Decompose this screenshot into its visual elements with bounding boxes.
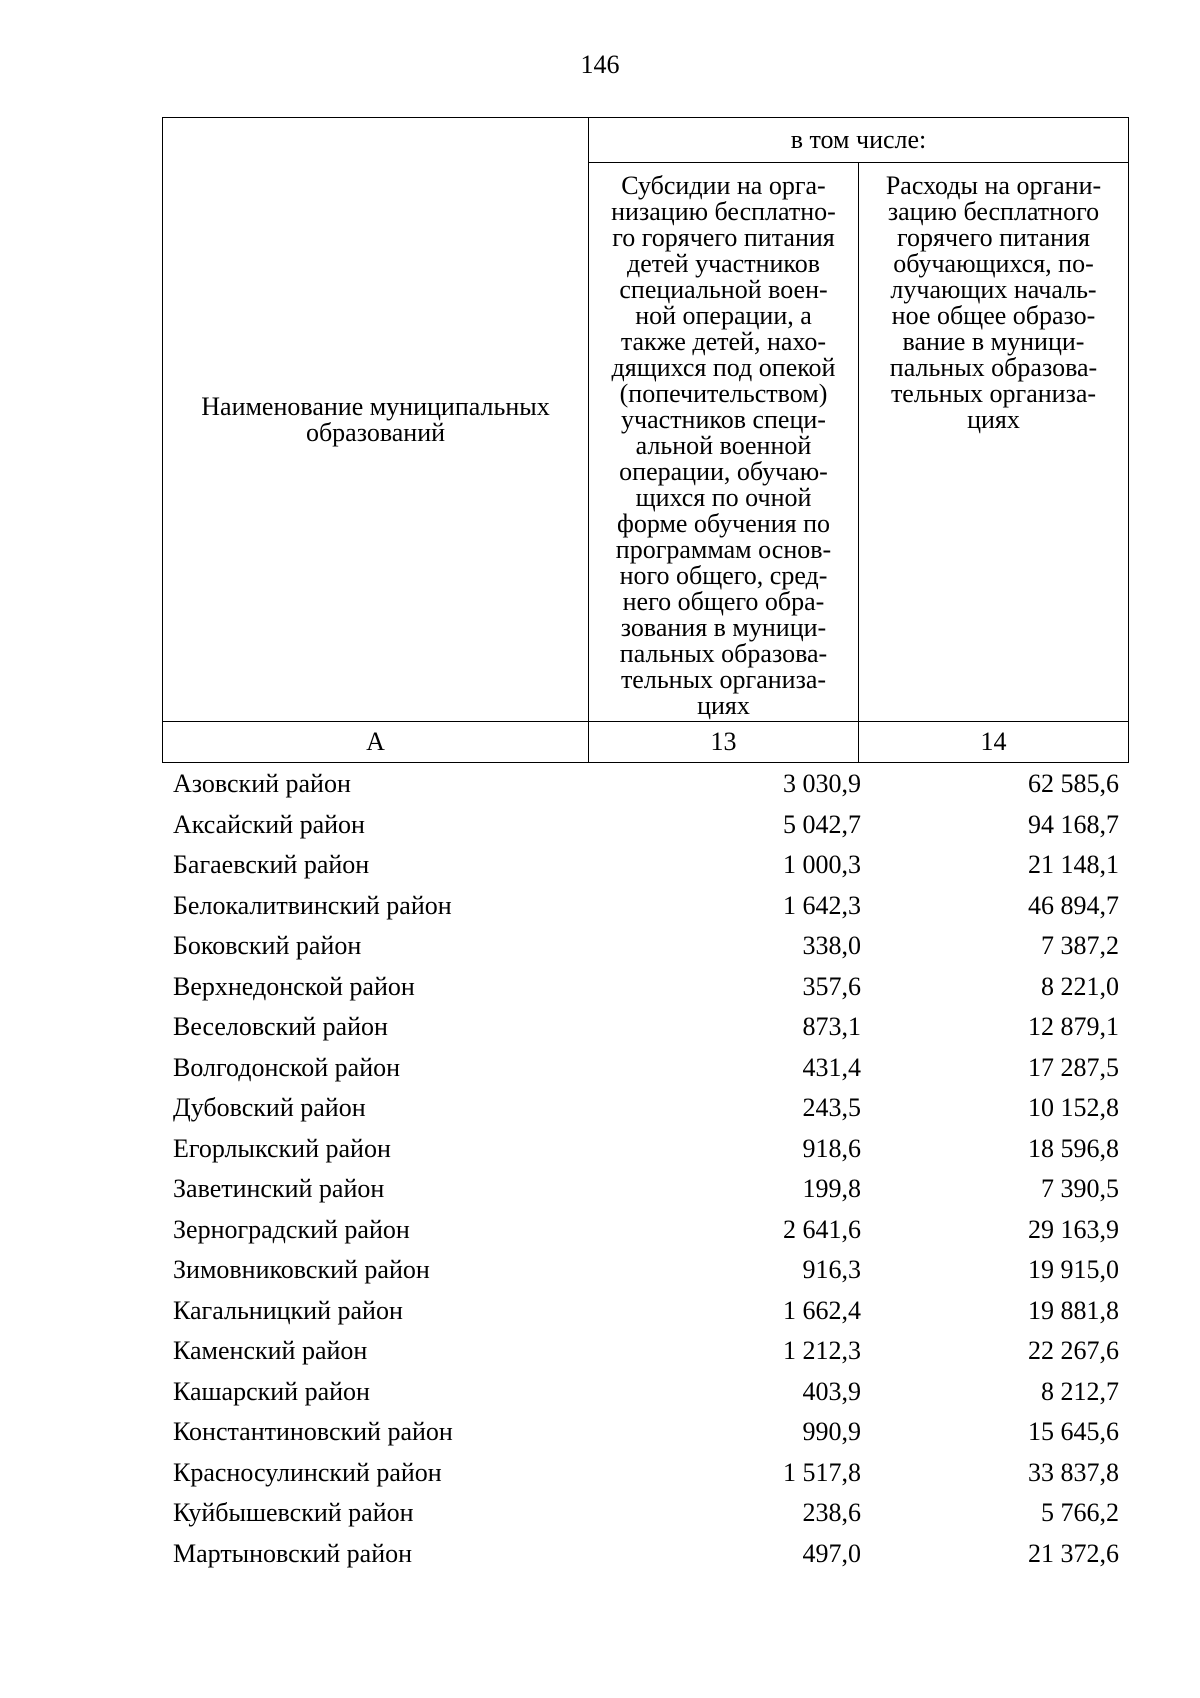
row-value-14: 5 766,2	[1041, 1498, 1119, 1528]
row-name: Азовский район	[173, 769, 351, 799]
row-name: Веселовский район	[173, 1012, 388, 1042]
row-name: Зимовниковский район	[173, 1255, 430, 1285]
row-name: Кашарский район	[173, 1376, 370, 1406]
row-value-13: 1 000,3	[783, 850, 861, 880]
row-value-13: 1 662,4	[783, 1295, 861, 1325]
row-value-14: 10 152,8	[1028, 1093, 1119, 1123]
row-name: Кагальницкий район	[173, 1295, 403, 1325]
row-value-14: 18 596,8	[1028, 1133, 1119, 1163]
table-row	[162, 926, 1129, 967]
table-row	[162, 1210, 1129, 1251]
row-value-13: 918,6	[802, 1133, 861, 1163]
row-value-13: 238,6	[802, 1498, 861, 1528]
table-row	[162, 805, 1129, 846]
table-row	[162, 967, 1129, 1008]
row-name: Куйбышевский район	[173, 1498, 414, 1528]
row-name: Верхнедонской район	[173, 971, 415, 1001]
table-row	[162, 1412, 1129, 1453]
table-row	[162, 1250, 1129, 1291]
row-name: Красносулинский район	[173, 1457, 442, 1487]
row-value-14: 17 287,5	[1028, 1052, 1119, 1082]
row-value-14: 94 168,7	[1028, 809, 1119, 839]
row-value-13: 1 212,3	[783, 1336, 861, 1366]
data-table	[162, 764, 1129, 1574]
row-value-13: 357,6	[802, 971, 861, 1001]
row-value-13: 431,4	[802, 1052, 861, 1082]
table-row	[162, 1453, 1129, 1494]
table-row	[162, 1007, 1129, 1048]
row-value-14: 62 585,6	[1028, 769, 1119, 799]
row-value-14: 19 881,8	[1028, 1295, 1119, 1325]
header-col13-description	[589, 163, 859, 722]
header-name-column: Наименование муниципальных образований	[163, 118, 589, 722]
row-value-14: 29 163,9	[1028, 1214, 1119, 1244]
table-row	[162, 764, 1129, 805]
table-row	[162, 845, 1129, 886]
row-value-13: 403,9	[802, 1376, 861, 1406]
header-group-label: в том числе:	[589, 118, 1129, 163]
row-name: Зерноградский район	[173, 1214, 410, 1244]
row-value-13: 338,0	[802, 931, 861, 961]
row-name: Заветинский район	[173, 1174, 385, 1204]
row-value-13: 916,3	[802, 1255, 861, 1285]
row-name: Волгодонской район	[173, 1052, 401, 1082]
table-row	[162, 886, 1129, 927]
table-row	[162, 1534, 1129, 1575]
row-value-14: 15 645,6	[1028, 1417, 1119, 1447]
header-num-14: 14	[859, 722, 1129, 763]
table-row	[162, 1129, 1129, 1170]
header-col14-text: Расходы на органи- зацию бесплатного горячего питания обучающихся, по- лучающих началь- ное общее образо- вание в муници- пальных образова- тельных организа- циях	[885, 171, 1102, 434]
table-row	[162, 1291, 1129, 1332]
row-value-14: 7 390,5	[1041, 1174, 1119, 1204]
row-value-13: 2 641,6	[783, 1214, 861, 1244]
table-row	[162, 1493, 1129, 1534]
header-col13-text: Субсидии на орга- низацию бесплатно- го горячего питания детей участников специальной воен- ной операции, а также детей, нахо- дящихся под опекой (попечительством) участников специ- альной военной операции, обучаю- щихся по очной форме обучения по программам основ- ного общего, сред- него общего обра- зования в муници- пальных образова- тельных организа- циях	[611, 171, 836, 720]
row-name: Каменский район	[173, 1336, 368, 1366]
table-row	[162, 1088, 1129, 1129]
table-row	[162, 1331, 1129, 1372]
row-name: Боковский район	[173, 931, 362, 961]
row-value-13: 990,9	[802, 1417, 861, 1447]
row-name: Багаевский район	[173, 850, 370, 880]
row-value-13: 497,0	[802, 1538, 861, 1568]
header-num-13: 13	[589, 722, 859, 763]
table-row	[162, 1372, 1129, 1413]
header-col14-description	[859, 163, 1129, 722]
row-name: Константиновский район	[173, 1417, 453, 1447]
row-name: Белокалитвинский район	[173, 890, 452, 920]
row-name: Дубовский район	[173, 1093, 366, 1123]
row-value-14: 19 915,0	[1028, 1255, 1119, 1285]
row-value-14: 7 387,2	[1041, 931, 1119, 961]
row-value-14: 12 879,1	[1028, 1012, 1119, 1042]
row-value-14: 21 372,6	[1028, 1538, 1119, 1568]
row-value-14: 33 837,8	[1028, 1457, 1119, 1487]
table-row	[162, 1048, 1129, 1089]
row-name: Егорлыкский район	[173, 1133, 391, 1163]
row-value-13: 3 030,9	[783, 769, 861, 799]
row-value-14: 8 212,7	[1041, 1376, 1119, 1406]
row-value-13: 199,8	[802, 1174, 861, 1204]
table-row	[162, 1169, 1129, 1210]
table-header	[162, 117, 1129, 763]
row-value-13: 873,1	[802, 1012, 861, 1042]
page-number: 146	[580, 50, 620, 79]
row-value-13: 1 517,8	[783, 1457, 861, 1487]
header-num-a: А	[163, 722, 589, 763]
row-name: Аксайский район	[173, 809, 365, 839]
row-value-13: 1 642,3	[783, 890, 861, 920]
row-value-14: 46 894,7	[1028, 890, 1119, 920]
row-value-13: 5 042,7	[783, 809, 861, 839]
row-value-14: 22 267,6	[1028, 1336, 1119, 1366]
row-value-14: 8 221,0	[1041, 971, 1119, 1001]
row-value-13: 243,5	[802, 1093, 861, 1123]
row-value-14: 21 148,1	[1028, 850, 1119, 880]
row-name: Мартыновский район	[173, 1538, 413, 1568]
